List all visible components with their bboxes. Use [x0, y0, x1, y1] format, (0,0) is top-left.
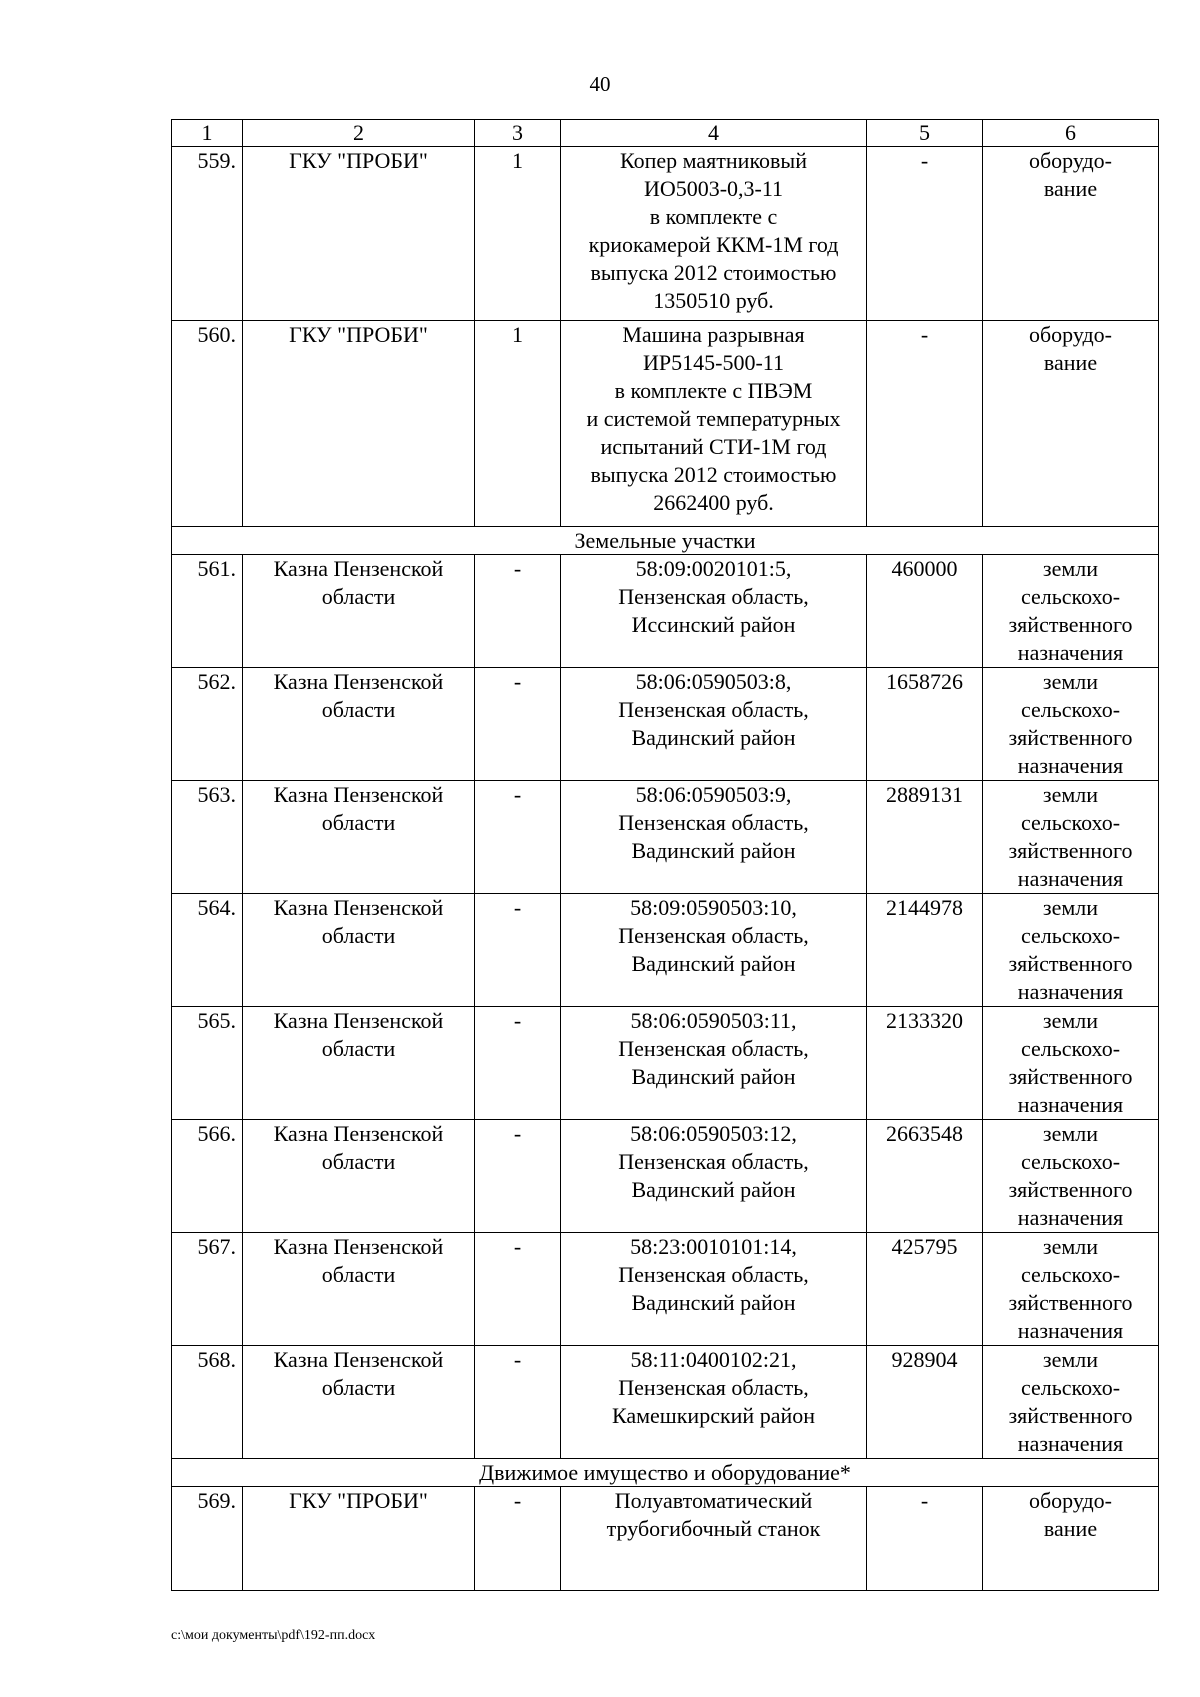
area-value: -	[867, 321, 983, 527]
land-category-line: вание	[1043, 350, 1098, 375]
land-category-line: сельскохо-	[1020, 1036, 1121, 1061]
land-category-line: земли	[1042, 895, 1099, 920]
rights-holder-line: области	[321, 810, 396, 835]
area-value: 2663548	[867, 1120, 983, 1233]
land-category-line: оборудо-	[1028, 148, 1113, 173]
land-category-line: назначения	[1017, 1318, 1124, 1343]
rights-holder-line: Казна Пензенской	[273, 1008, 444, 1033]
land-category-line: назначения	[1017, 1431, 1124, 1456]
object-description	[561, 1233, 867, 1346]
area-value: 1658726	[867, 668, 983, 781]
quantity: -	[475, 668, 561, 781]
object-description	[561, 1007, 867, 1120]
rights-holder-line: Казна Пензенской	[273, 1121, 444, 1146]
land-category-line: вание	[1043, 1516, 1098, 1541]
land-category	[983, 321, 1159, 527]
object-description	[561, 1487, 867, 1591]
table-row	[172, 1233, 1159, 1346]
table-body	[172, 120, 1159, 1591]
area-value: 2133320	[867, 1007, 983, 1120]
area-value: 928904	[867, 1346, 983, 1459]
rights-holder	[243, 1487, 475, 1591]
rights-holder-line: ГКУ "ПРОБИ"	[289, 1488, 428, 1513]
object-description-line: выпуска 2012 стоимостью	[590, 462, 837, 487]
land-category-line: сельскохо-	[1020, 1149, 1121, 1174]
object-description-line: в комплекте с	[649, 204, 778, 229]
land-category	[983, 1120, 1159, 1233]
object-description-line: Камешкирский район	[611, 1403, 816, 1428]
footer-file-path: c:\мои документы\pdf\192-пп.docx	[171, 1628, 376, 1643]
area-value: 2144978	[867, 894, 983, 1007]
quantity: -	[475, 781, 561, 894]
column-header: 1	[172, 120, 243, 147]
rights-holder-line: Казна Пензенской	[273, 895, 444, 920]
object-description-line: Иссинский район	[631, 612, 796, 637]
object-description	[561, 1346, 867, 1459]
object-description-line: 58:11:0400102:21,	[630, 1347, 797, 1372]
land-category	[983, 1007, 1159, 1120]
land-category	[983, 894, 1159, 1007]
item-number: 568.	[172, 1346, 243, 1459]
rights-holder-line: Казна Пензенской	[273, 669, 444, 694]
rights-holder-line: ГКУ "ПРОБИ"	[289, 322, 428, 347]
object-description-line: Пензенская область,	[618, 923, 809, 948]
area-value: 2889131	[867, 781, 983, 894]
object-description	[561, 321, 867, 527]
object-description-line: выпуска 2012 стоимостью	[590, 260, 837, 285]
rights-holder-line: области	[321, 923, 396, 948]
rights-holder-line: Казна Пензенской	[273, 1347, 444, 1372]
item-number: 564.	[172, 894, 243, 1007]
object-description-line: Вадинский район	[631, 725, 796, 750]
land-category-line: зяйственного	[1008, 1290, 1133, 1315]
land-category-line: назначения	[1017, 1205, 1124, 1230]
quantity: -	[475, 1487, 561, 1591]
land-category-line: назначения	[1017, 1092, 1124, 1117]
object-description-line: Пензенская область,	[618, 1262, 809, 1287]
area-value: 460000	[867, 555, 983, 668]
rights-holder	[243, 1346, 475, 1459]
item-number: 560.	[172, 321, 243, 527]
object-description-line: Полуавтоматический	[614, 1488, 813, 1513]
object-description-line: Вадинский район	[631, 1290, 796, 1315]
quantity: -	[475, 1233, 561, 1346]
object-description	[561, 555, 867, 668]
column-header: 2	[243, 120, 475, 147]
quantity: -	[475, 1346, 561, 1459]
object-description-line: Вадинский район	[631, 838, 796, 863]
land-category	[983, 147, 1159, 321]
table-row	[172, 781, 1159, 894]
object-description	[561, 1120, 867, 1233]
land-category	[983, 781, 1159, 894]
object-description-line: 1350510 руб.	[653, 288, 774, 313]
land-category-line: зяйственного	[1008, 951, 1133, 976]
table-row	[172, 894, 1159, 1007]
object-description-line: 58:09:0020101:5,	[635, 556, 792, 581]
item-number: 559.	[172, 147, 243, 321]
land-category-line: зяйственного	[1008, 725, 1133, 750]
land-category-line: зяйственного	[1008, 838, 1133, 863]
rights-holder-line: области	[321, 1036, 396, 1061]
land-category-line: земли	[1042, 1008, 1099, 1033]
table-row	[172, 668, 1159, 781]
land-category-line: назначения	[1017, 866, 1124, 891]
rights-holder-line: области	[321, 1262, 396, 1287]
object-description-line: испытаний СТИ-1М год	[600, 434, 827, 459]
item-number: 561.	[172, 555, 243, 668]
item-number: 567.	[172, 1233, 243, 1346]
column-header: 6	[983, 120, 1159, 147]
object-description-line: ИР5145-500-11	[643, 350, 784, 375]
table-row	[172, 147, 1159, 321]
land-category-line: сельскохо-	[1020, 584, 1121, 609]
object-description-line: 58:06:0590503:11,	[630, 1008, 797, 1033]
land-category	[983, 1233, 1159, 1346]
property-registry-table	[171, 119, 1159, 1591]
object-description-line: 2662400 руб.	[653, 490, 774, 515]
area-value: 425795	[867, 1233, 983, 1346]
rights-holder-line: Казна Пензенской	[273, 1234, 444, 1259]
land-category-line: оборудо-	[1028, 1488, 1113, 1513]
object-description-line: Вадинский район	[631, 1177, 796, 1202]
quantity: 1	[475, 147, 561, 321]
rights-holder-line: Казна Пензенской	[273, 556, 444, 581]
area-value: -	[867, 147, 983, 321]
column-header: 3	[475, 120, 561, 147]
rights-holder-line: области	[321, 584, 396, 609]
page-number: 40	[589, 72, 611, 96]
land-category-line: назначения	[1017, 640, 1124, 665]
land-category	[983, 1487, 1159, 1591]
rights-holder	[243, 781, 475, 894]
land-category	[983, 1346, 1159, 1459]
quantity: -	[475, 555, 561, 668]
land-category-line: сельскохо-	[1020, 810, 1121, 835]
land-category	[983, 668, 1159, 781]
rights-holder	[243, 894, 475, 1007]
land-category-line: земли	[1042, 1347, 1099, 1372]
table-row	[172, 555, 1159, 668]
land-category-line: зяйственного	[1008, 1177, 1133, 1202]
table-row	[172, 1120, 1159, 1233]
object-description-line: Пензенская область,	[618, 584, 809, 609]
section-header-row	[172, 1459, 1159, 1487]
quantity: 1	[475, 321, 561, 527]
section-title: Земельные участки	[172, 527, 1159, 555]
item-number: 569.	[172, 1487, 243, 1591]
column-header: 4	[561, 120, 867, 147]
land-category-line: зяйственного	[1008, 1403, 1133, 1428]
object-description-line: 58:06:0590503:12,	[630, 1121, 797, 1146]
object-description	[561, 668, 867, 781]
object-description-line: Вадинский район	[631, 1064, 796, 1089]
object-description-line: в комплекте с ПВЭМ	[614, 378, 813, 403]
quantity: -	[475, 894, 561, 1007]
header-row	[172, 120, 1159, 147]
object-description	[561, 147, 867, 321]
table-row	[172, 1346, 1159, 1459]
rights-holder	[243, 1233, 475, 1346]
land-category-line: сельскохо-	[1020, 697, 1121, 722]
object-description	[561, 781, 867, 894]
rights-holder	[243, 147, 475, 321]
quantity: -	[475, 1007, 561, 1120]
object-description-line: криокамерой ККМ-1М год	[588, 232, 839, 257]
object-description-line: 58:06:0590503:8,	[635, 669, 792, 694]
table-row	[172, 1007, 1159, 1120]
item-number: 565.	[172, 1007, 243, 1120]
object-description-line: и системой температурных	[586, 406, 841, 431]
object-description-line: Пензенская область,	[618, 1149, 809, 1174]
item-number: 563.	[172, 781, 243, 894]
land-category-line: сельскохо-	[1020, 1375, 1121, 1400]
object-description-line: ИО5003-0,3-11	[643, 176, 784, 201]
rights-holder-line: области	[321, 1149, 396, 1174]
rights-holder	[243, 1120, 475, 1233]
land-category-line: сельскохо-	[1020, 923, 1121, 948]
object-description-line: Пензенская область,	[618, 1036, 809, 1061]
area-value: -	[867, 1487, 983, 1591]
rights-holder-line: области	[321, 1375, 396, 1400]
land-category-line: земли	[1042, 782, 1099, 807]
object-description-line: Копер маятниковый	[620, 148, 807, 173]
land-category-line: земли	[1042, 1234, 1099, 1259]
object-description-line: Машина разрывная	[622, 322, 805, 347]
object-description	[561, 894, 867, 1007]
section-header-row	[172, 527, 1159, 555]
item-number: 562.	[172, 668, 243, 781]
rights-holder-line: области	[321, 697, 396, 722]
land-category-line: сельскохо-	[1020, 1262, 1121, 1287]
rights-holder	[243, 1007, 475, 1120]
land-category-line: земли	[1042, 1121, 1099, 1146]
table-row	[172, 321, 1159, 527]
item-number: 566.	[172, 1120, 243, 1233]
land-category	[983, 555, 1159, 668]
land-category-line: назначения	[1017, 979, 1124, 1004]
rights-holder	[243, 321, 475, 527]
object-description-line: трубогибочный станок	[606, 1516, 821, 1541]
land-category-line: земли	[1042, 556, 1099, 581]
object-description-line: Пензенская область,	[618, 810, 809, 835]
land-category-line: оборудо-	[1028, 322, 1113, 347]
rights-holder-line: Казна Пензенской	[273, 782, 444, 807]
land-category-line: зяйственного	[1008, 1064, 1133, 1089]
object-description-line: Пензенская область,	[618, 697, 809, 722]
land-category-line: зяйственного	[1008, 612, 1133, 637]
rights-holder	[243, 668, 475, 781]
land-category-line: назначения	[1017, 753, 1124, 778]
land-category-line: земли	[1042, 669, 1099, 694]
object-description-line: Вадинский район	[631, 951, 796, 976]
land-category-line: вание	[1043, 176, 1098, 201]
rights-holder-line: ГКУ "ПРОБИ"	[289, 148, 428, 173]
object-description-line: Пензенская область,	[618, 1375, 809, 1400]
rights-holder	[243, 555, 475, 668]
object-description-line: 58:09:0590503:10,	[630, 895, 797, 920]
object-description-line: 58:23:0010101:14,	[630, 1234, 797, 1259]
column-header: 5	[867, 120, 983, 147]
object-description-line: 58:06:0590503:9,	[635, 782, 792, 807]
section-title: Движимое имущество и оборудование*	[172, 1459, 1159, 1487]
quantity: -	[475, 1120, 561, 1233]
table-row	[172, 1487, 1159, 1591]
